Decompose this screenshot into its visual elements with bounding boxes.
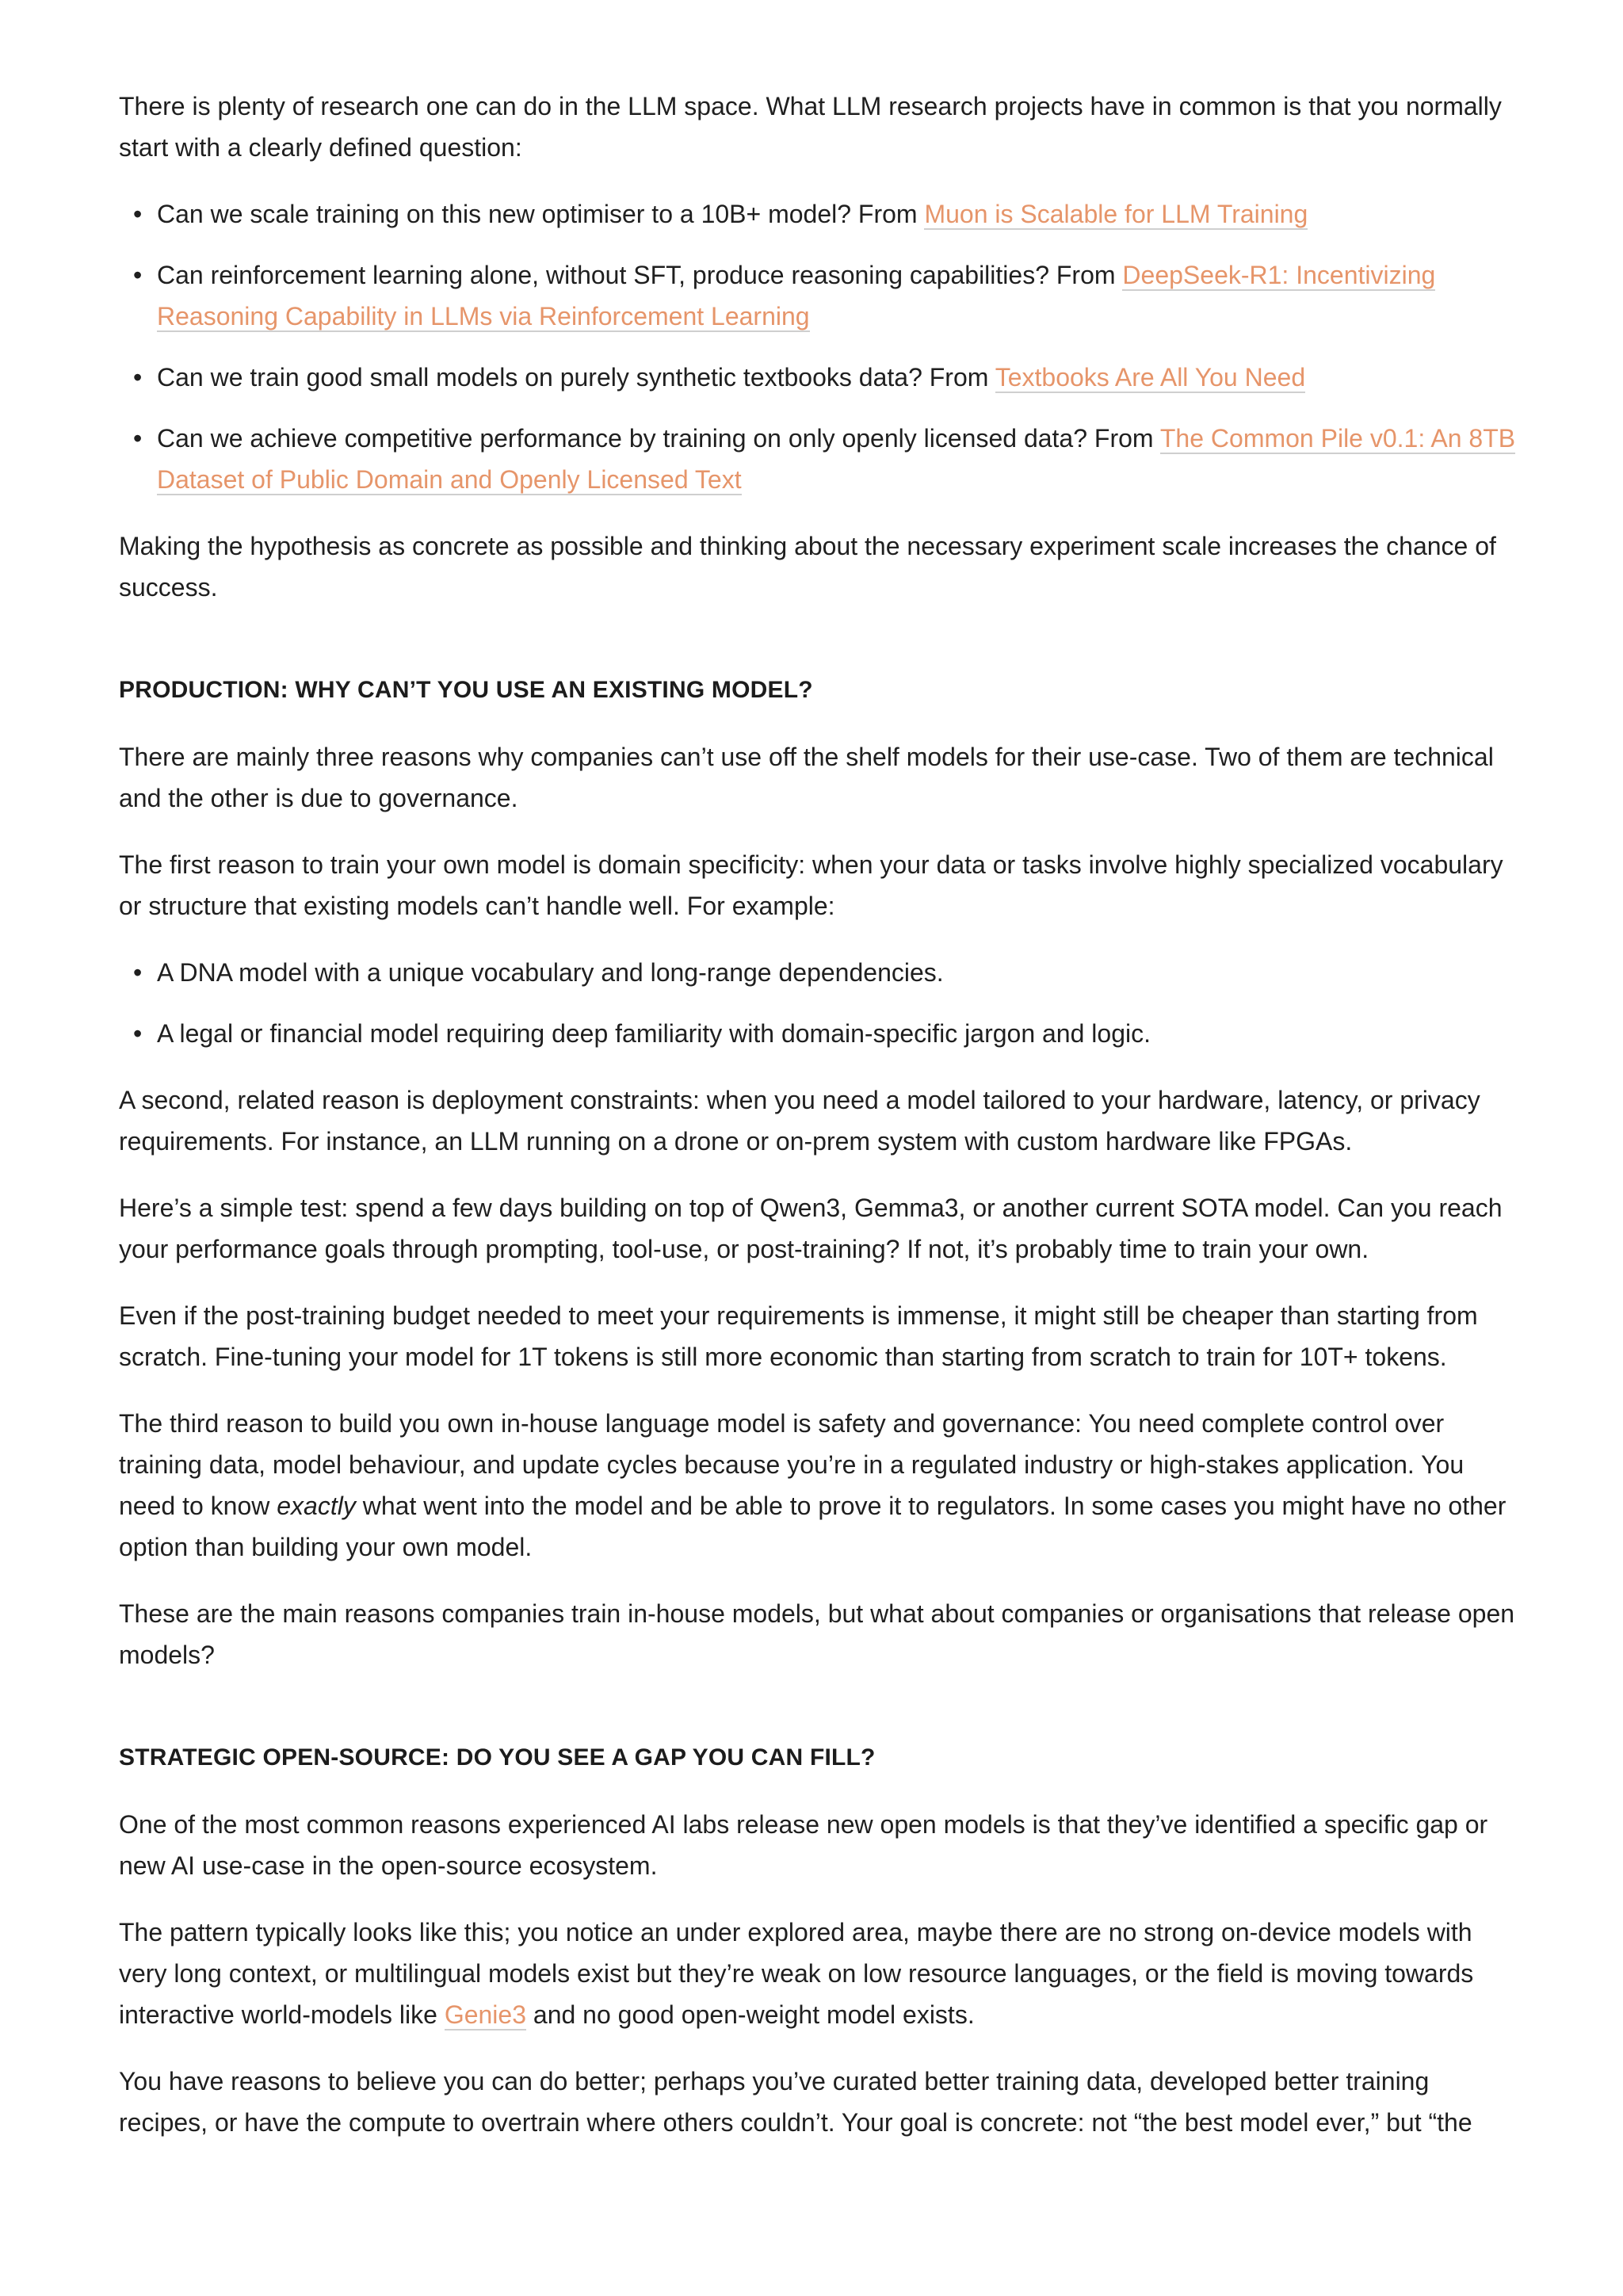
bullet-icon: • xyxy=(133,1019,143,1048)
emphasis-text: exactly xyxy=(277,1492,356,1520)
intro-paragraph: There is plenty of research one can do in the LLM space. What LLM research projects have in common is that you normally start with a clearly defined question: xyxy=(119,92,1502,162)
paragraph: The first reason to train your own model is domain specificity: when your data or tasks involve highly specialized vocabulary or structure that existing models can’t handle well. For example: xyxy=(119,850,1503,920)
paragraph: Here’s a simple test: spend a few days building on top of Qwen3, Gemma3, or another current SOTA model. Can you reach your performance goals through prompting, tool-use, or post-training? If not, it’s probably time to train your own. xyxy=(119,1194,1503,1263)
paragraph xyxy=(119,1912,1522,2035)
question-text: Can we achieve competitive performance by training on only openly licensed data? From xyxy=(157,424,1160,453)
bullet-icon: • xyxy=(133,363,143,392)
example-text: A DNA model with a unique vocabulary and long-range dependencies. xyxy=(157,958,944,987)
text-run: The pattern typically looks like this; you notice an under explored area, maybe there are no strong on-device models with very long context, or multilingual models exist but they’re weak on low resource languages, or the field is moving towards interactive world-models like xyxy=(119,1918,1474,2029)
list-item xyxy=(133,357,1522,398)
research-questions-list xyxy=(119,193,1522,500)
text-run: what went into the model and be able to prove it to regulators. In some cases you might have no other option than building your own model. xyxy=(119,1492,1507,1561)
list-item xyxy=(133,193,1522,235)
paper-link-deepseek-r1[interactable]: DeepSeek-R1: Incentivizing Reasoning Capability in LLMs via Reinforcement Learning xyxy=(157,261,1436,330)
paragraph: A second, related reason is deployment constraints: when you need a model tailored to your hardware, latency, or privacy requirements. For instance, an LLM running on a drone or on-prem system with custom hardware like FPGAs. xyxy=(119,1086,1480,1156)
text-run: and no good open-weight model exists. xyxy=(526,2000,975,2029)
article-body xyxy=(119,86,1522,2168)
section-heading-production: PRODUCTION: WHY CAN’T YOU USE AN EXISTING MODEL? xyxy=(119,677,813,703)
question-text: Can we scale training on this new optimiser to a 10B+ model? From xyxy=(157,200,925,228)
paragraph: You have reasons to believe you can do better; perhaps you’ve curated better training data, developed better training recipes, or have the compute to overtrain where others couldn’t. Your goal is concrete: not “the best model ever,” but “the xyxy=(119,2067,1472,2137)
paper-link-textbooks[interactable]: Textbooks Are All You Need xyxy=(995,363,1306,392)
list-item xyxy=(133,418,1522,500)
bullet-icon: • xyxy=(133,958,143,987)
list-item xyxy=(133,1013,1522,1054)
text-run: The third reason to build you own in-house language model is safety and governance: You need complete control over training data, model behaviour, and update cycles because you’re in a regulated industry or high-stakes application. You need to know xyxy=(119,1409,1465,1520)
paragraph: There are mainly three reasons why companies can’t use off the shelf models for their use-case. Two of them are technical and the other is due to governance. xyxy=(119,743,1494,812)
paragraph: One of the most common reasons experienced AI labs release new open models is that they’ve identified a specific gap or new AI use-case in the open-source ecosystem. xyxy=(119,1810,1488,1880)
paragraph: Even if the post-training budget needed to meet your requirements is immense, it might still be cheaper than starting from scratch. Fine-tuning your model for 1T tokens is still more economic than starting from scratch to train for 10T+ tokens. xyxy=(119,1301,1478,1371)
paragraph xyxy=(119,1403,1522,1568)
domain-examples-list xyxy=(119,952,1522,1054)
paragraph: These are the main reasons companies train in-house models, but what about companies or organisations that release open models? xyxy=(119,1599,1515,1669)
list-item xyxy=(133,254,1522,337)
example-text: A legal or financial model requiring deep familiarity with domain-specific jargon and logic. xyxy=(157,1019,1151,1048)
bullet-icon: • xyxy=(133,200,143,228)
section-heading-strategic: STRATEGIC OPEN-SOURCE: DO YOU SEE A GAP YOU CAN FILL? xyxy=(119,1744,876,1771)
list-item xyxy=(133,952,1522,993)
genie3-link[interactable]: Genie3 xyxy=(444,2000,526,2029)
hypothesis-paragraph: Making the hypothesis as concrete as possible and thinking about the necessary experiment scale increases the chance of success. xyxy=(119,532,1496,602)
paper-link-common-pile[interactable]: The Common Pile v0.1: An 8TB Dataset of Public Domain and Openly Licensed Text xyxy=(157,424,1516,494)
bullet-icon: • xyxy=(133,261,143,289)
question-text: Can we train good small models on purely synthetic textbooks data? From xyxy=(157,363,995,392)
question-text: Can reinforcement learning alone, without SFT, produce reasoning capabilities? From xyxy=(157,261,1123,289)
bullet-icon: • xyxy=(133,424,143,453)
paper-link-muon[interactable]: Muon is Scalable for LLM Training xyxy=(924,200,1308,228)
